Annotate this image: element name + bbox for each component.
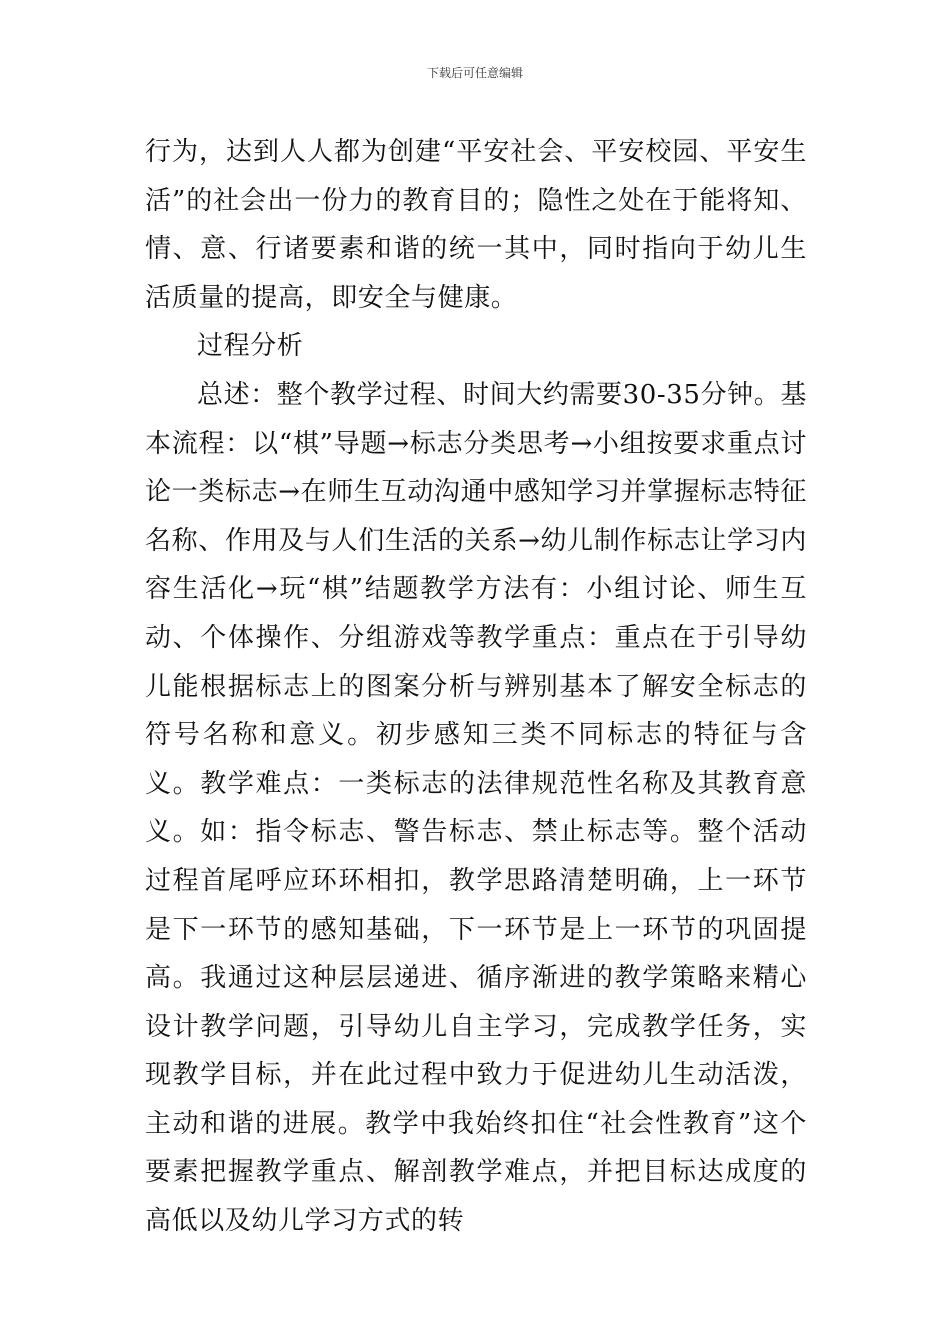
paragraph-summary: 总述：整个教学过程、时间大约需要30-35分钟。基本流程：以“棋”导题→标志分类思考→小组按要求重点讨论一类标志→在师生互动沟通中感知学习并掌握标志特征名称、作用及与人们生活的关系→幼儿制作标志让学习内容生活化→玩“棋”结题教学方法有：小组讨论、师生互动、个体操作、分组游戏等教学重点：重点在于引导幼儿能根据标志上的图案分析与辨别基本了解安全标志的符号名称和意义。初步感知三类不同标志的特征与含义。教学难点：一类标志的法律规范性名称及其教育意义。如：指令标志、警告标志、禁止标志等。整个活动过程首尾呼应环环相扣，教学思路清楚明确，上一环节是下一环节的感知基础，下一环节是上一环节的巩固提高。我通过这种层层递进、循序渐进的教学策略来精心设计教学问题，引导幼儿自主学习，完成教学任务，实现教学目标，并在此过程中致力于促进幼儿生动活泼，主动和谐的进展。教学中我始终扣住“社会性教育”这个要素把握教学重点、解剖教学难点，并把目标达成度的高低以及幼儿学习方式的转 <box>145 379 807 1237</box>
section-heading: 过程分析 <box>197 331 304 362</box>
body-text <box>145 128 807 1246</box>
paragraph-continuation: 行为，达到人人都为创建“平安社会、平安校园、平安生活”的社会出一份力的教育目的；隐性之处在于能将知、情、意、行诸要素和谐的统一其中，同时指向于幼儿生活质量的提高，即安全与健康。 <box>145 137 807 313</box>
header-note: 下载后可任意编辑 <box>426 66 523 80</box>
